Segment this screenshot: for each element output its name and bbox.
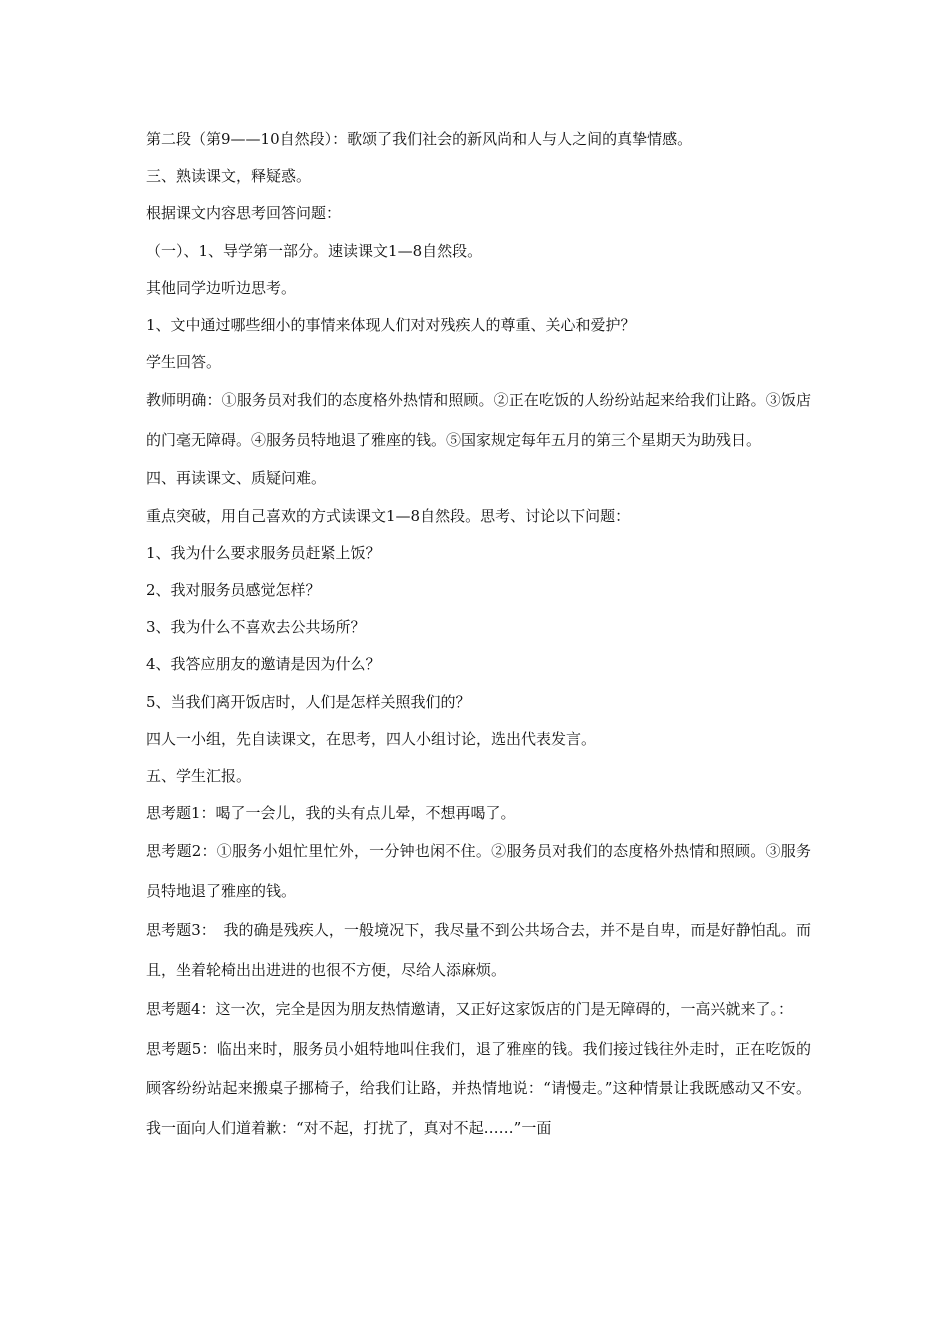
- paragraph-key-breakthrough: 重点突破，用自己喜欢的方式读课文1—8自然段。思考、讨论以下问题：: [146, 506, 631, 525]
- discussion-question-5: 5、当我们离开饭店时，人们是怎样关照我们的？: [146, 692, 471, 711]
- document-body: [146, 121, 811, 1148]
- paragraph-section-two-summary: 第二段（第9——10自然段）：歌颂了我们社会的新风尚和人与人之间的真挚情感。: [146, 130, 693, 148]
- paragraph-teacher-clarify: 教师明确：①服务员对我们的态度格外热情和照顾。②正在吃饭的人纷纷站起来给我们让路。③饭店的门毫无障碍。④服务员特地退了雅座的钱。⑤国家规定每年五月的第三个星期天为助残日。: [146, 391, 811, 449]
- answer-question-4: 思考题4：这一次，完全是因为朋友热情邀请，又正好这家饭店的门是无障碍的，一高兴就来了。：: [146, 1000, 794, 1019]
- answer-question-2: 思考题2：①服务小姐忙里忙外，一分钟也闲不住。②服务员对我们的态度格外热情和照顾。③服务员特地退了雅座的钱。: [146, 842, 811, 900]
- paragraph-student-answer: 学生回答。: [146, 353, 222, 372]
- discussion-question-4: 4、我答应朋友的邀请是因为什么？: [146, 655, 381, 674]
- paragraph-listen-think: 其他同学边听边思考。: [146, 278, 297, 297]
- heading-step-three: 三、熟读课文，释疑惑。: [146, 167, 312, 186]
- paragraph-group-discussion: 四人一小组，先自读课文，在思考，四人小组讨论，选出代表发言。: [146, 729, 597, 748]
- heading-step-four: 四、再读课文、质疑问难。: [146, 469, 327, 488]
- discussion-question-1: 1、我为什么要求服务员赶紧上饭？: [146, 543, 381, 562]
- discussion-question-3: 3、我为什么不喜欢去公共场所？: [146, 618, 366, 637]
- paragraph-instruction: 根据课文内容思考回答问题：: [146, 204, 342, 223]
- answer-question-3: 思考题3： 我的确是残疾人，一般境况下，我尽量不到公共场合去，并不是自卑，而是好静怕乱。而且，坐着轮椅出出进进的也很不方便，尽给人添麻烦。: [146, 921, 811, 979]
- heading-step-five: 五、学生汇报。: [146, 767, 252, 786]
- question-1: 1、文中通过哪些细小的事情来体现人们对对残疾人的尊重、关心和爱护？: [146, 316, 636, 335]
- discussion-question-2: 2、我对服务员感觉怎样？: [146, 581, 321, 600]
- answer-question-1: 思考题1：喝了一会儿，我的头有点儿晕，不想再喝了。: [146, 804, 516, 823]
- answer-question-5: 思考题5：临出来时，服务员小姐特地叫住我们，退了雅座的钱。我们接过钱往外走时，正在吃饭的顾客纷纷站起来搬桌子挪椅子，给我们让路，并热情地说：“请慢走。”这种情景让我既感动又不安。我一面向人们道着歉：“对不起，打扰了，真对不起……”一面: [146, 1039, 811, 1137]
- paragraph-guide-part-one: （一）、1、导学第一部分。速读课文1—8自然段。: [146, 241, 483, 260]
